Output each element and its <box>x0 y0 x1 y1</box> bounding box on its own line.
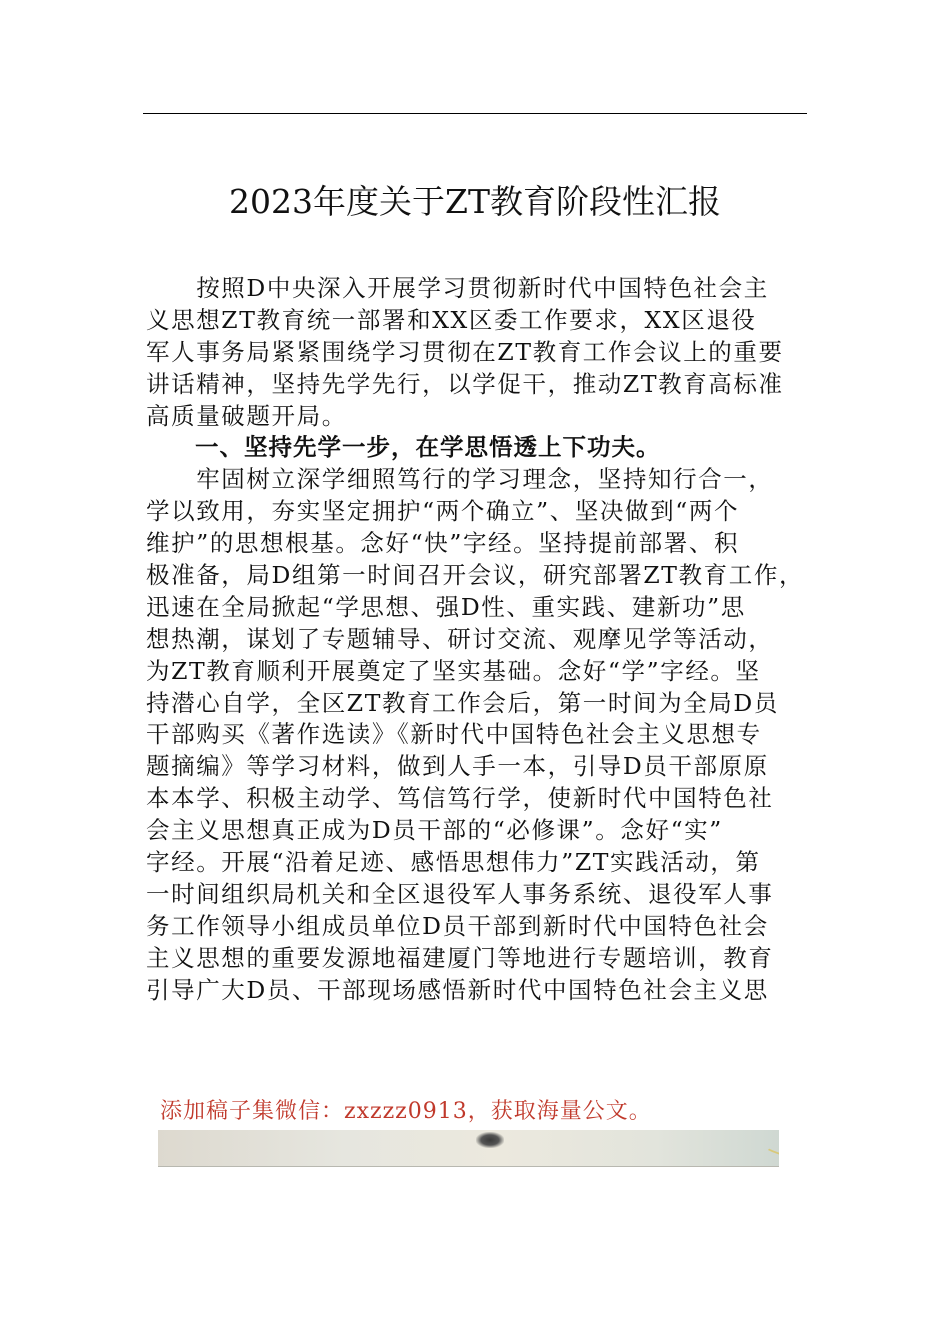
body-line: 一时间组织局机关和全区退役军人事务系统、退役军人事 <box>146 879 774 908</box>
body-line: 为ZT教育顺利开展奠定了坚实基础。念好“学”字经。坚 <box>146 656 761 685</box>
body-line: 题摘编》等学习材料，做到人手一本，引导D员干部原原 <box>146 752 769 781</box>
body-line: 义思想ZT教育统一部署和XX区委工作要求，XX区退役 <box>146 305 757 334</box>
header-rule <box>143 113 807 114</box>
body-line: 高质量破题开局。 <box>146 401 347 430</box>
document-body <box>146 273 810 1006</box>
body-line: 学以致用，夯实坚定拥护“两个确立”、坚决做到“两个 <box>146 497 740 526</box>
body-line: 干部购买《著作选读》《新时代中国特色社会主义思想专 <box>146 720 762 749</box>
body-line: 迅速在全局掀起“学思想、强D性、重实践、建新功”思 <box>146 592 746 621</box>
body-line: 本本学、积极主动学、笃信笃行学，使新时代中国特色社 <box>146 784 774 813</box>
ink-blot-decoration <box>476 1132 504 1148</box>
footer-promo-note: 添加稿子集微信：zxzzz0913，获取海量公文。 <box>160 1099 652 1124</box>
body-line: 务工作领导小组成员单位D员干部到新时代中国特色社会 <box>146 911 769 940</box>
body-line: 维护”的思想根基。念好“快”字经。坚持提前部署、积 <box>146 529 740 558</box>
body-line: 引导广大D员、干部现场感悟新时代中国特色社会主义思 <box>146 975 769 1004</box>
body-line: 会主义思想真正成为D员干部的“必修课”。念好“实” <box>146 816 723 845</box>
body-line: 极准备，局D组第一时间召开会议，研究部署ZT教育工作， <box>146 561 805 590</box>
body-line: 字经。开展“沿着足迹、感悟思想伟力”ZT实践活动，第 <box>146 848 761 877</box>
body-line: 想热潮，谋划了专题辅导、研讨交流、观摩见学等活动， <box>146 624 774 653</box>
document-title: 2023年度关于ZT教育阶段性汇报 <box>229 182 721 221</box>
body-line: 军人事务局紧紧围绕学习贯彻在ZT教育工作会议上的重要 <box>146 337 784 366</box>
body-line: 讲话精神，坚持先学先行，以学促干，推动ZT教育高标准 <box>146 369 784 398</box>
section-heading: 一、坚持先学一步，在学思悟透上下功夫。 <box>146 433 661 462</box>
body-line: 主义思想的重要发源地福建厦门等地进行专题培训，教育 <box>146 943 774 972</box>
body-line: 牢固树立深学细照笃行的学习理念，坚持知行合一， <box>146 465 774 494</box>
body-line: 持潜心自学，全区ZT教育工作会后，第一时间为全局D员 <box>146 688 779 717</box>
decorative-banner-image <box>158 1130 779 1167</box>
body-line: 按照D中央深入开展学习贯彻新时代中国特色社会主 <box>146 274 769 302</box>
gold-curve-decoration <box>758 1130 779 1160</box>
